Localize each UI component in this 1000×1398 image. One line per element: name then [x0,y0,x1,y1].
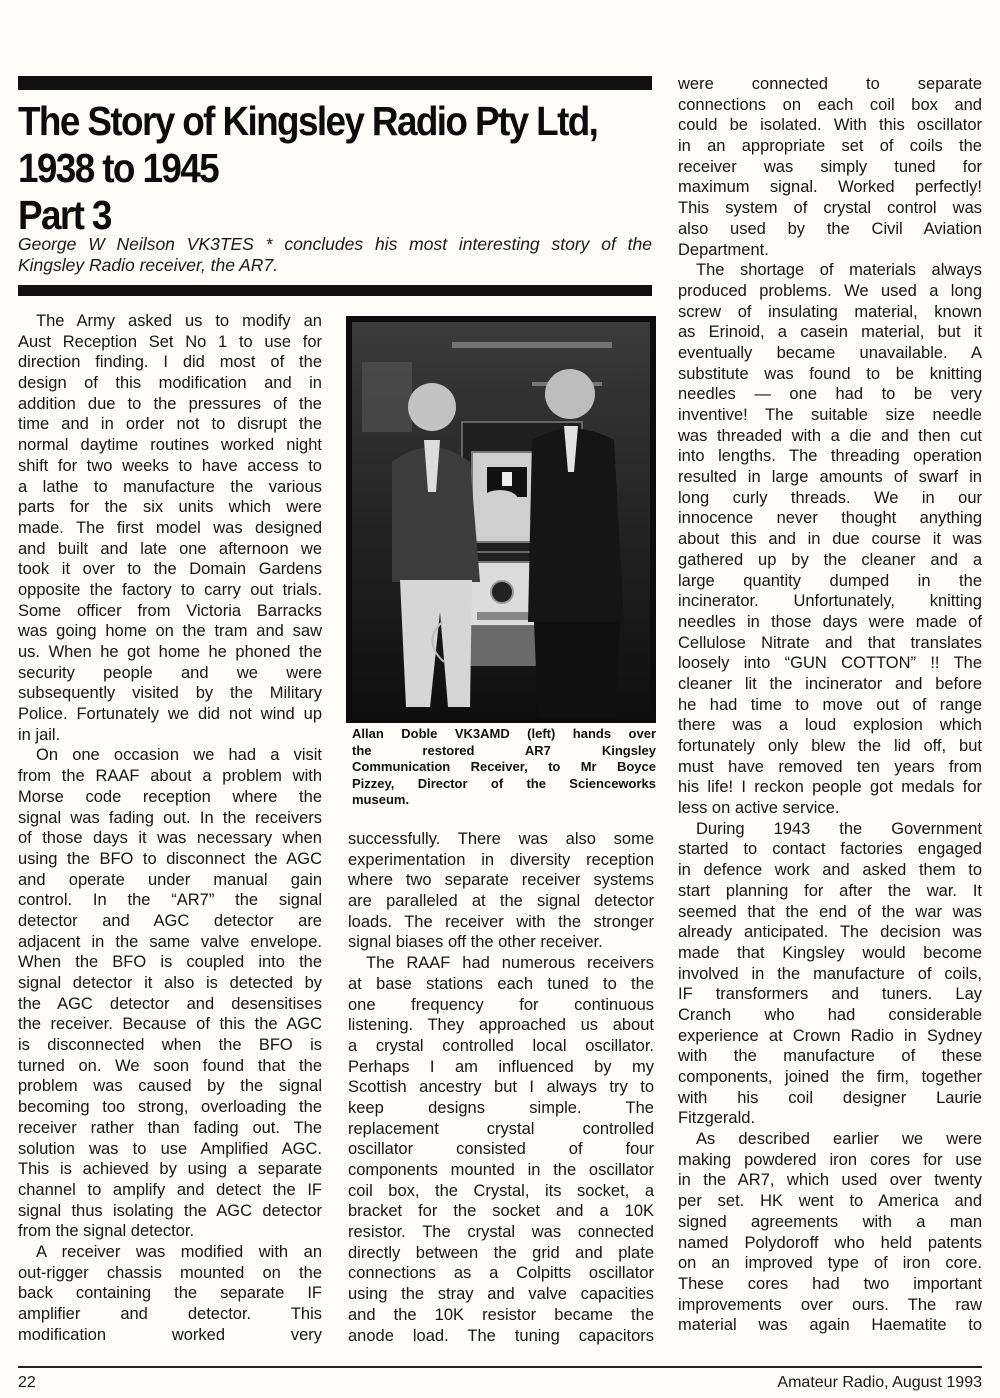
text-line: was threaded with a die and then cut [678,426,982,445]
text-line: On one occasion we had a visit [36,746,322,765]
text-line: time and in order not to disrupt the [18,415,322,434]
text-line: This is achieved by using a separate [18,1160,322,1179]
text-line: coil box, the Crystal, its socket, a [348,1181,654,1200]
text-line: directly between the grid and plate [348,1243,654,1262]
text-line: Aust Reception Set No 1 to use for [18,332,322,351]
text-line: from the signal detector. [18,1222,195,1241]
text-line: less on active service. [678,799,840,818]
text-line: making powdered iron cores for use [678,1150,982,1169]
text-line: direction finding. I did most of the [18,353,322,372]
text-line: material was again Haematite to [678,1316,982,1335]
text-line: using the stray and valve capacities [348,1285,654,1304]
standfirst-line-1: George W Neilson VK3TES * concludes his most interesting story of the [18,234,652,254]
text-line: from the RAAF about a problem with [18,767,322,786]
text-line: must have removed ten years from [678,757,982,776]
text-line: there was a loud explosion which [678,716,982,735]
text-line: made. The first model was designed [18,518,322,537]
text-line: a lathe to manufacture the various [18,477,322,496]
photo-caption [352,726,656,809]
standfirst-line-2: Kingsley Radio receiver, the AR7. [18,255,279,275]
text-line: opposite the factory to carry out trials. [18,580,322,599]
text-line: and operate under manual gain [18,870,322,889]
text-line: connections as a Colpitts oscillator [348,1264,654,1283]
text-line: successfully. There was also some [348,830,654,848]
text-line: maximum signal. Worked perfectly! [678,178,982,197]
caption-line: Pizzey, Director of the Scienceworks [352,775,656,791]
text-line: Fitzgerald. [678,1109,756,1128]
text-line: seemed that the end of the war was [678,902,982,921]
text-line: made that Kingsley would become [678,943,982,962]
title-line-3: Part 3 [18,192,111,238]
text-line: The RAAF had numerous receivers [366,954,654,973]
text-line: could be isolated. With this oscillator [678,116,982,135]
text-line: in defence work and asked them to [678,861,982,880]
text-line: experience at Crown Radio in Sydney [678,1026,982,1045]
text-line: anode load. The tuning capacitors [348,1326,654,1345]
text-line: adjacent in the same valve envelope. [18,932,322,951]
text-line: IF transformers and tuners. Lay [678,985,982,1004]
text-line: us. When he got home he phoned the [18,643,322,661]
text-line: becoming too strong, overloading the [18,1098,322,1117]
text-line: using the BFO to disconnect the AGC [18,849,322,868]
text-line: took it over to the Domain Gardens [18,560,322,579]
text-line: eventually became unavailable. A [678,343,982,362]
text-line: needles in those days were made of [678,612,982,631]
text-line: large quantity dumped in the [678,571,982,590]
text-line: into lengths. The threading operation [678,447,982,466]
text-line: signed agreements with a man [678,1212,982,1231]
text-line: A receiver was modified with an [36,1242,322,1261]
text-line: signal detector it also is detected by [18,974,322,992]
text-line: with his coil designer Laurie [678,1088,982,1107]
publication-footer: Amateur Radio, August 1993 [777,1374,982,1391]
text-line: and built and late one afternoon we [18,539,322,558]
text-line: per set. HK went to America and [678,1192,982,1211]
text-line: amplifier and detector. This [18,1305,322,1323]
text-line: the receiver. Because of this the AGC [18,1015,322,1034]
article-title [18,98,598,239]
text-line: channel to amplify and detect the IF [18,1180,322,1199]
text-line: design of this modification and in [18,374,322,393]
text-line: substitute was found to be knitting [678,364,982,383]
top-rule [18,76,652,90]
footer-rule [18,1366,982,1368]
text-line: Scottish ancestry but I always try to [348,1078,654,1097]
text-line: in an appropriate set of coils the [678,137,982,156]
text-line: detector and AGC detector are [18,911,322,930]
text-line: at base stations each tuned to the [348,974,654,993]
text-line: resistor. The crystal was connected [348,1223,654,1242]
text-line: fortunately only blew the lid off, but [678,737,982,755]
text-line: Some officer from Victoria Barracks [18,601,322,620]
page-number: 22 [18,1374,36,1391]
caption-line: Communication Receiver, to Mr Boyce [352,759,656,774]
text-line: a crystal controlled local oscillator. [348,1036,654,1055]
text-line: one frequency for continuous [348,995,654,1014]
text-line: loosely into “GUN COTTON” !! The [678,654,982,673]
text-line: gathered up by the cleaner and a [678,550,982,569]
text-line: security people and we were [18,663,322,682]
text-line: out-rigger chassis mounted on the [18,1263,322,1282]
text-line: receiver was simply tuned for [678,157,982,176]
standfirst-rule [18,285,652,296]
text-line: bracket for the socket and a 10K [348,1202,654,1221]
text-line: signal was fading out. In the receivers [18,808,322,827]
text-line: about this and in due course it was [678,530,982,549]
text-line: components mounted in the oscillator [348,1161,654,1179]
text-line: The Army asked us to modify an [36,312,322,330]
text-line: This system of crystal control was [678,199,982,218]
text-line: subsequently visited by the Military [18,684,322,703]
column-right [678,74,982,1336]
text-line: back containing the separate IF [18,1284,322,1303]
text-line: normal daytime routines worked night [18,436,322,455]
text-line: These cores had two important [678,1274,982,1293]
text-line: of those days it was necessary when [18,829,322,848]
text-line: turned on. We soon found that the [18,1056,322,1075]
title-line-2: 1938 to 1945 [18,145,219,191]
text-line: keep designs simple. The [348,1098,654,1117]
text-line: his life! I reckon people got medals for [678,778,982,797]
text-line: inventive! The suitable size needle [678,406,982,424]
text-line: signal biases off the other receiver. [348,933,603,952]
ceremony-photo [352,322,650,717]
text-line: loads. The receiver with the stronger [348,912,654,931]
text-line: The shortage of materials always [696,261,982,280]
text-line: addition due to the pressures of the [18,394,322,413]
text-line: is disconnected when the BFO is [18,1036,322,1055]
text-line: was going home on the tram and saw [18,622,322,641]
text-line: modification worked very [18,1325,322,1344]
column-left [18,311,322,1345]
text-line: solution was to use Amplified AGC. [18,1139,322,1158]
caption-line: Allan Doble VK3AMD (left) hands over [352,726,656,741]
text-line: produced problems. We used a long [678,281,982,300]
text-line: incinerator. Unfortunately, knitting [678,592,982,611]
text-line: experimentation in diversity reception [348,850,654,869]
text-line: where two separate receiver systems [348,871,654,890]
title-line-1: The Story of Kingsley Radio Pty Ltd, [18,98,598,144]
text-line: and the 10K resistor became the [348,1305,654,1324]
text-line: start planning for after the war. It [678,881,982,900]
text-line: connections on each coil box and [678,95,982,114]
text-line: Cranch who had considerable [678,1005,982,1024]
text-line: replacement crystal controlled [348,1119,654,1138]
text-line: Perhaps I am influenced by my [348,1057,654,1076]
text-line: During 1943 the Government [696,819,982,838]
caption-line: museum. [352,792,410,807]
text-line: involved in the manufacture of coils, [678,964,982,983]
text-line: When the BFO is coupled into the [18,953,322,972]
standfirst [18,234,652,276]
text-line: control. In the “AR7” the signal [18,891,322,910]
text-line: also used by the Civil Aviation [678,219,982,238]
text-line: in jail. [18,725,61,744]
caption-line: the restored AR7 Kingsley [352,742,656,758]
text-line: resulted in large amounts of swarf in [678,468,982,487]
text-line: on an improved type of iron core. [678,1254,982,1273]
column-middle [348,829,654,1346]
text-line: improvements over ours. The raw [678,1295,982,1314]
text-line: Cellulose Nitrate and that translates [678,633,982,652]
text-line: screw of insulating material, known [678,302,982,321]
text-line: needles — one had to be very [678,385,982,404]
text-line: started to contact factories engaged [678,840,982,859]
text-line: he had time to move out of range [678,695,982,714]
text-line: were connected to separate [678,75,982,93]
text-line: oscillator consisted of four [348,1140,654,1159]
text-line: as Erinoid, a casein material, but it [678,323,982,342]
text-line: components, joined the firm, together [678,1068,982,1086]
text-line: are paralleled at the signal detector [348,892,654,911]
text-line: signal thus isolating the AGC detector [18,1201,322,1220]
text-line: with the manufacture of these [678,1047,982,1066]
text-line: the AGC detector and desensitises [18,994,322,1013]
text-line: receiver rather than fading out. The [18,1118,322,1137]
text-line: parts for the six units which were [18,498,322,517]
text-line: cleaner lit the incinerator and before [678,674,982,693]
text-line: named Polydoroff who held patents [678,1233,982,1252]
text-line: listening. They approached us about [348,1016,654,1035]
text-line: Police. Fortunately we did not wind up [18,705,322,724]
text-line: already anticipated. The decision was [678,923,982,942]
text-line: long curly threads. We in our [678,488,982,507]
text-line: problem was caused by the signal [18,1077,322,1096]
photo-frame [346,316,656,723]
text-line: in the AR7, which used over twenty [678,1171,982,1190]
text-line: Morse code reception where the [18,787,322,806]
text-line: shift for two weeks to have access to [18,456,322,475]
text-line: innocence never thought anything [678,509,982,528]
text-line: As described earlier we were [696,1130,982,1149]
text-line: Department. [678,240,769,259]
